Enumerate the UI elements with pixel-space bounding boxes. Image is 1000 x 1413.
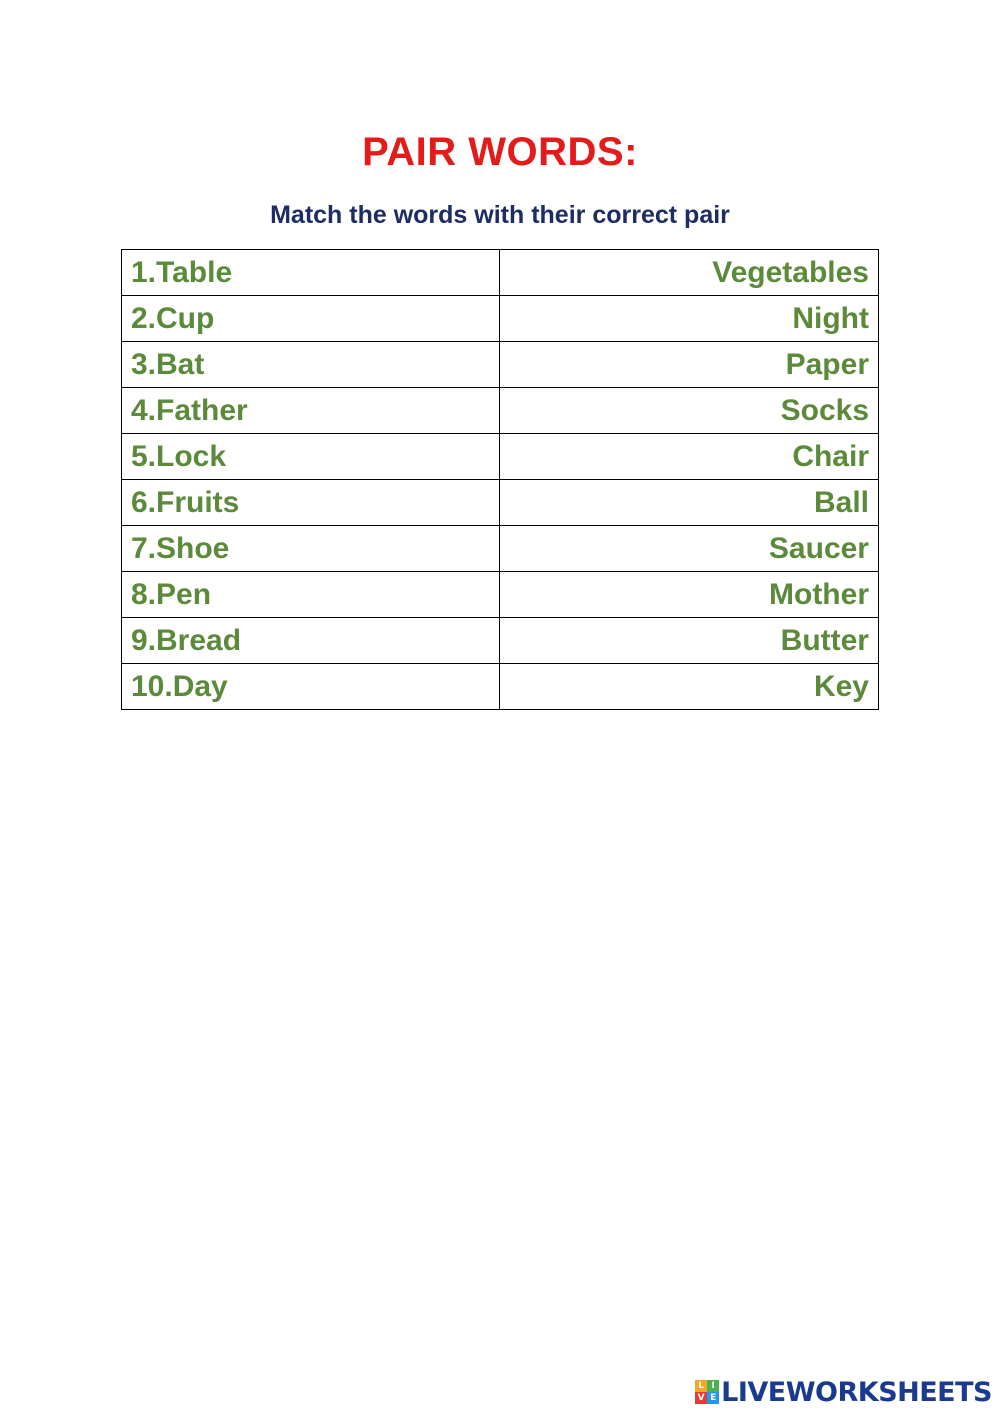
table-row [122, 296, 879, 342]
left-word-cell: 9.Bread [122, 618, 500, 664]
right-word-cell: Vegetables [500, 250, 879, 296]
pair-words-table [121, 249, 879, 710]
table-row [122, 480, 879, 526]
right-word-cell: Socks [500, 388, 879, 434]
instruction-text: Match the words with their correct pair [270, 201, 730, 229]
right-word-cell: Ball [500, 480, 879, 526]
page-title: PAIR WORDS: [362, 130, 638, 174]
right-word-cell: Paper [500, 342, 879, 388]
left-word-cell: 6.Fruits [122, 480, 500, 526]
left-word-cell: 3.Bat [122, 342, 500, 388]
table-row [122, 250, 879, 296]
left-word-cell: 4.Father [122, 388, 500, 434]
right-word-cell: Mother [500, 572, 879, 618]
table-row [122, 572, 879, 618]
branding-text: LIVEWORKSHEETS [721, 1376, 992, 1408]
left-word-cell: 7.Shoe [122, 526, 500, 572]
left-word-cell: 1.Table [122, 250, 500, 296]
table-row [122, 434, 879, 480]
table-row [122, 618, 879, 664]
right-word-cell: Chair [500, 434, 879, 480]
right-word-cell: Key [500, 664, 879, 710]
right-word-cell: Saucer [500, 526, 879, 572]
left-word-cell: 5.Lock [122, 434, 500, 480]
left-word-cell: 10.Day [122, 664, 500, 710]
right-word-cell: Butter [500, 618, 879, 664]
table-row [122, 526, 879, 572]
liveworksheets-branding [695, 1377, 992, 1407]
left-word-cell: 8.Pen [122, 572, 500, 618]
table-row [122, 664, 879, 710]
left-word-cell: 2.Cup [122, 296, 500, 342]
right-word-cell: Night [500, 296, 879, 342]
table-row [122, 342, 879, 388]
table-row [122, 388, 879, 434]
liveworksheets-logo-icon: L I V E [695, 1380, 719, 1404]
